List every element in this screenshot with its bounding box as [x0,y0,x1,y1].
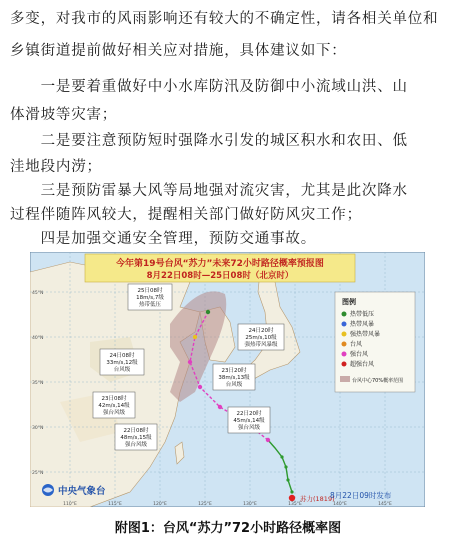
svg-text:强台风级: 强台风级 [102,410,126,416]
svg-text:18m/s,7级: 18m/s,7级 [136,295,164,301]
svg-text:48m/s,15级: 48m/s,15级 [120,435,152,441]
svg-text:强热带风暴: 强热带风暴 [350,331,381,338]
forecast-box-24d08 [100,349,144,375]
doc-line-9: 四是加强交通安全管理，预防交通事故。 [10,231,316,247]
svg-text:140°E: 140°E [333,502,347,507]
svg-text:120°E: 120°E [153,502,167,507]
issued-time: 8月22日09时发布 [330,491,392,500]
svg-text:25m/s,10级: 25m/s,10级 [245,335,277,341]
doc-line-1: 多变，对我市的风雨影响还有较大的不确定性，请各相关单位和 [10,11,439,27]
svg-text:45m/s,14级: 45m/s,14级 [233,418,265,424]
doc-line-4: 体滑坡等灾害； [10,107,118,123]
svg-text:45°N: 45°N [32,291,44,296]
svg-text:115°E: 115°E [108,502,122,507]
forecast-box-25d08 [128,284,172,310]
svg-text:30°N: 30°N [32,426,44,431]
doc-line-8: 过程伴随阵风较大，提醒相关部门做好防风灾工作； [10,207,362,223]
forecast-box-23d08 [93,392,135,418]
svg-text:42m/s,14级: 42m/s,14级 [98,403,130,409]
svg-text:25日08时: 25日08时 [137,288,163,294]
svg-text:25°N: 25°N [32,471,44,476]
svg-text:22日20时: 22日20时 [236,411,262,417]
doc-line-6: 洼地段内涝； [10,159,102,175]
agency-name: 中央气象台 [58,486,106,497]
figure-caption: 附图1：台风“苏力”72小时路径概率图 [114,521,342,536]
doc-line-5: 二是要注意预防短时强降水引发的城区积水和农田、低 [10,133,408,149]
svg-text:38m/s,13级: 38m/s,13级 [218,375,250,381]
svg-text:强台风: 强台风 [350,351,369,358]
svg-text:24日20时: 24日20时 [248,328,274,334]
svg-text:台风级: 台风级 [113,367,131,373]
map-legend [335,292,415,392]
svg-text:强热带风暴级: 强热带风暴级 [244,342,278,348]
legend-title: 图例 [342,298,356,306]
doc-line-3: 一是要着重做好中小水库防汛及防御中小流域山洪、山 [10,79,408,95]
svg-text:超强台风: 超强台风 [350,361,375,368]
typhoon-track-map [30,252,425,507]
svg-text:24日08时: 24日08时 [109,353,135,359]
svg-text:23日20时: 23日20时 [221,368,247,374]
svg-text:110°E: 110°E [63,502,77,507]
doc-line-7: 三是预防雷暴大风等局地强对流灾害，尤其是此次降水 [10,183,408,199]
svg-text:40°N: 40°N [32,336,44,341]
svg-text:强台风级: 强台风级 [124,442,148,448]
svg-text:33m/s,12级: 33m/s,12级 [106,360,138,366]
typhoon-name-label: 苏力(1819) [300,495,335,503]
doc-line-2: 乡镇街道提前做好相关应对措施，具体建议如下： [10,43,347,59]
svg-text:热带风暴: 热带风暴 [350,321,375,328]
svg-text:热带低压: 热带低压 [138,302,162,308]
map-title: 今年第19号台风“苏力”未来72小时路径概率预报图 [116,259,324,269]
svg-text:135°E: 135°E [288,502,302,507]
agency-logo [42,484,54,496]
forecast-box-23d20 [213,364,255,390]
map-subtitle: 8月22日08时—25日08时（北京时） [146,271,294,281]
current-position-marker [289,495,295,501]
svg-text:130°E: 130°E [243,502,257,507]
forecast-box-22d08 [115,424,157,450]
svg-text:台风中心70%概率范围: 台风中心70%概率范围 [352,378,404,384]
svg-text:22日08时: 22日08时 [123,428,149,434]
svg-text:35°N: 35°N [32,381,44,386]
forecast-box-24d20 [238,324,284,350]
svg-text:145°E: 145°E [378,502,392,507]
forecast-box-22d20 [228,407,270,433]
svg-text:125°E: 125°E [198,502,212,507]
svg-text:热带低压: 热带低压 [350,311,375,318]
svg-text:强台风级: 强台风级 [237,425,261,431]
svg-text:台风: 台风 [350,341,363,348]
svg-text:台风级: 台风级 [225,382,243,388]
svg-text:23日08时: 23日08时 [101,396,127,402]
